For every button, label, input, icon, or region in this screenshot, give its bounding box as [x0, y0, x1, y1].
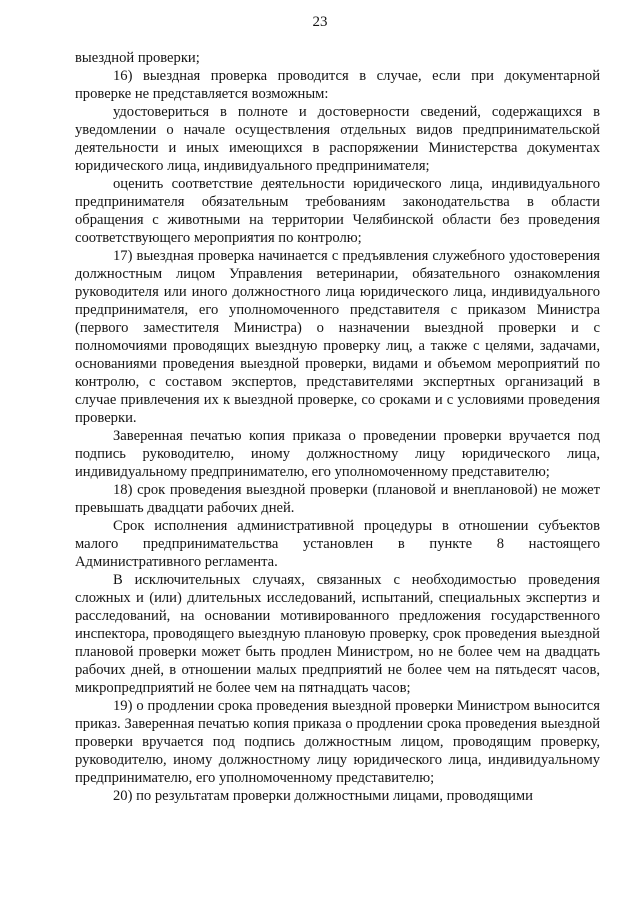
paragraph-verify-completeness: удостовериться в полноте и достоверности сведений, содержащихся в уведомлении о начале осуществления отдельных видов предпринимательской деятельности и иных имеющихся в распоряжении Министерства документах юридического лица, индивидуального предпринимателя;: [75, 104, 600, 174]
paragraph-small-business-term: Срок исполнения административной процедуры в отношении субъектов малого предпринимательства установлен в пункте 8 настоящего Административного регламента.: [75, 518, 600, 570]
paragraph-continuation: выездной проверки;: [75, 50, 200, 66]
paragraph-item-19: 19) о продлении срока проведения выездной проверки Министром выносится приказ. Заверенная печатью копия приказа о продлении срока проведения выездной проверки вручается под подпись должностным лицом, проводящим проверку, руководителю, иному должностному лицу юридического лица, индивидуальному предпринимателю, его уполномоченному представителю;: [75, 698, 600, 786]
paragraph-assess-compliance: оценить соответствие деятельности юридического лица, индивидуального предпринимателя обязательным требованиям законодательства в области обращения с животными на территории Челябинской области без проведения соответствующего мероприятия по контролю;: [75, 176, 600, 246]
paragraph-item-17: 17) выездная проверка начинается с предъявления служебного удостоверения должностным лицом Управления ветеринарии, обязательного ознакомления руководителя или иного должностного лица юридического лица, индивидуального предпринимателя, его уполномоченного представителя с приказом Министра (первого заместителя Министра) о назначении выездной проверки и с полномочиями проводящих выездную проверку лиц, а также с целями, задачами, основаниями проведения выездной проверки, видами и объемом мероприятий по контролю, с составом экспертов, представителями экспертных организаций в случае привлечения их к выездной проверке, со сроками и с условиями проведения проверки.: [75, 248, 600, 426]
paragraph-certified-copy: Заверенная печатью копия приказа о проведении проверки вручается под подпись руководителю, иному должностному лицу юридического лица, индивидуальному предпринимателю, его уполномоченному представителю;: [75, 428, 600, 480]
paragraph-item-20: 20) по результатам проверки должностными лицами, проводящими: [113, 788, 533, 804]
document-body: [75, 49, 600, 805]
paragraph-exceptional-cases: В исключительных случаях, связанных с необходимостью проведения сложных и (или) длительных исследований, испытаний, специальных экспертиз и расследований, на основании мотивированного предложения государственного инспектора, проводящего выездную плановую проверку, срок проведения выездной плановой проверки может быть продлен Министром, но не более чем на двадцать рабочих дней, в отношении малых предприятий не более чем на пятьдесят часов, микропредприятий не более чем на пятнадцать часов;: [75, 572, 600, 696]
paragraph-item-18: 18) срок проведения выездной проверки (плановой и внеплановой) не может превышать двадцати рабочих дней.: [75, 482, 600, 516]
page-number: 23: [312, 14, 328, 30]
paragraph-item-16: 16) выездная проверка проводится в случае, если при документарной проверке не представляется возможным:: [75, 68, 600, 102]
